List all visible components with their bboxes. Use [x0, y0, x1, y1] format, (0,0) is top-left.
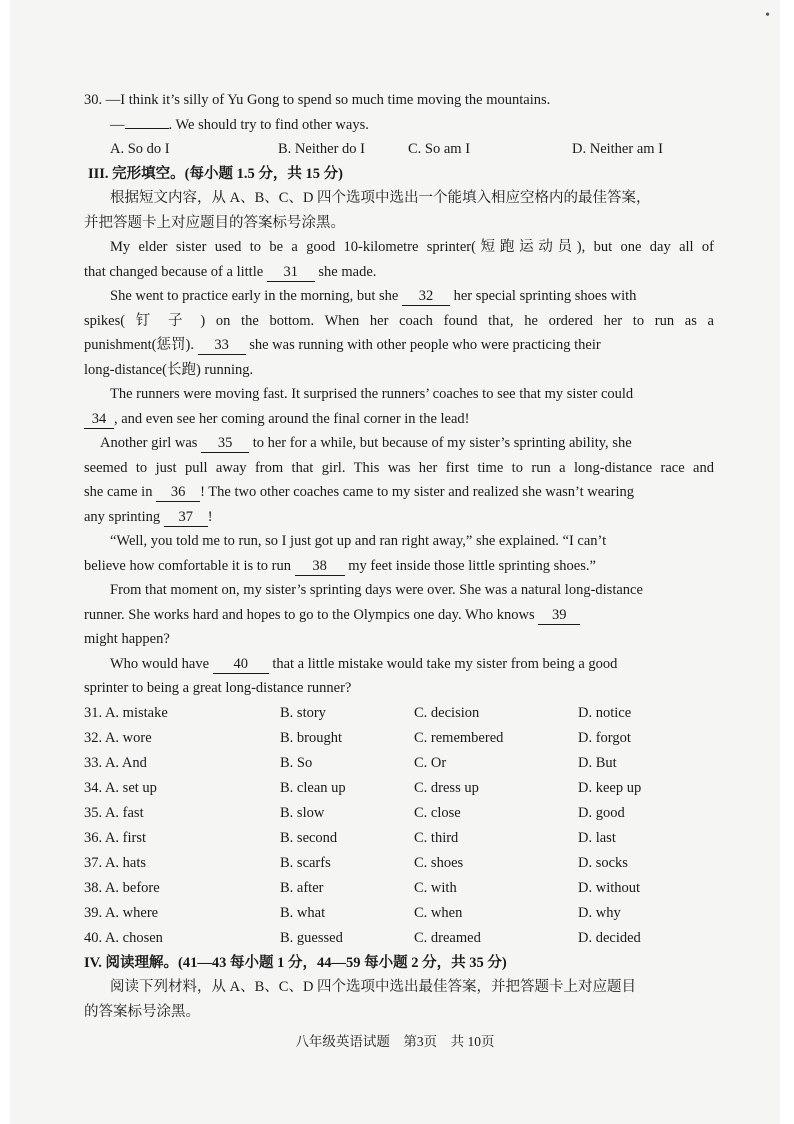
option-b: B. brought: [280, 729, 343, 746]
section4-heading: IV. 阅读理解。(41—43 每小题 1 分，44—59 每小题 2 分，共 35 分): [84, 954, 507, 971]
passage-text: she came in: [84, 484, 153, 500]
option-row-34: [84, 776, 714, 801]
option-b: B. clean up: [280, 779, 346, 796]
blank-39: 39: [538, 606, 580, 625]
passage-line: The runners were moving fast. It surprised the runners’ coaches to see that my sister could: [110, 386, 634, 402]
option-b: B. scarfs: [280, 854, 331, 871]
blank-40: 40: [213, 655, 269, 674]
section4-instruction-2: 的答案标号涂黑。: [84, 1003, 200, 1020]
section3-heading: III. 完形填空。(每小题 1.5 分，共 15 分): [88, 165, 343, 182]
option-b: B. guessed: [280, 929, 343, 946]
option-d: D. without: [578, 879, 641, 896]
option-d: D. decided: [578, 929, 641, 946]
option-b: B. second: [280, 829, 338, 846]
passage-line: [84, 480, 714, 505]
option-row-38: [84, 876, 714, 901]
passage-line: spikes( 钉 子 ) on the bottom. When her coach found that, he ordered her to run as a: [84, 312, 714, 329]
passage-text: Another girl was: [100, 435, 198, 451]
option-c: C. with: [414, 879, 457, 896]
option-c: C. Or: [414, 754, 447, 771]
q30-stem: 30. —I think it’s silly of Yu Gong to spend so much time moving the mountains.: [84, 92, 551, 108]
option-b: B. slow: [280, 804, 325, 821]
passage-line: [84, 260, 714, 285]
option-a: 33. A. And: [84, 754, 147, 771]
blank-34: 34: [84, 410, 114, 429]
passage-line: [84, 505, 714, 530]
blank-33: 33: [198, 336, 246, 355]
option-row-40: [84, 926, 714, 951]
option-d: D. why: [578, 904, 621, 921]
option-c: C. when: [414, 904, 463, 921]
option-row-33: [84, 751, 714, 776]
option-a: 35. A. fast: [84, 804, 144, 821]
passage-text: believe how comfortable it is to run: [84, 557, 291, 574]
passage-text: my feet inside those little sprinting shoes.”: [348, 557, 596, 574]
blank-37: 37: [164, 508, 208, 527]
option-a: 34. A. set up: [84, 779, 157, 796]
passage-line: sprinter to being a great long-distance runner?: [84, 680, 352, 696]
passage-line: [84, 554, 714, 579]
option-row-36: [84, 826, 714, 851]
option-b: B. story: [280, 704, 326, 721]
q30-option-d: D. Neither am I: [572, 141, 663, 157]
option-c: C. shoes: [414, 854, 464, 871]
option-d: D. But: [578, 754, 617, 771]
option-d: D. notice: [578, 704, 632, 721]
passage-text: any sprinting: [84, 508, 161, 525]
passage-text: her special sprinting shoes with: [453, 288, 637, 304]
passage-text: runner. She works hard and hopes to go to the Olympics one day. Who knows: [84, 606, 535, 623]
option-c: C. remembered: [414, 729, 504, 746]
blank-31: 31: [267, 263, 315, 282]
option-a: 32. A. wore: [84, 729, 152, 746]
option-row-32: [84, 726, 714, 751]
passage-text: She went to practice early in the morning, but she: [110, 288, 399, 304]
passage-text: that a little mistake would take my sister from being a good: [272, 655, 618, 672]
page-content: [84, 88, 714, 1024]
q30-reply: [84, 113, 714, 138]
passage-line: [84, 652, 714, 677]
option-a: 38. A. before: [84, 879, 160, 896]
option-d: D. forgot: [578, 729, 631, 746]
q30-reply-suffix: . We should try to find other ways.: [168, 116, 369, 133]
passage-line: [84, 603, 714, 628]
option-row-37: [84, 851, 714, 876]
section3-instruction-1: 根据短文内容，从 A、B、C、D 四个选项中选出一个能填入相应空格内的最佳答案，: [110, 190, 651, 206]
passage-text: Who would have: [110, 655, 210, 672]
option-b: B. what: [280, 904, 326, 921]
passage-line: seemed to just pull away from that girl. This was her first time to run a long-distance race and: [84, 459, 714, 476]
option-a: 39. A. where: [84, 904, 159, 921]
q30-option-a: A. So do I: [110, 141, 170, 157]
blank-38: 38: [295, 557, 345, 576]
option-d: D. last: [578, 829, 616, 846]
section4-instruction-1: 阅读下列材料，从 A、B、C、D 四个选项中选出最佳答案，并把答题卡上对应题目: [110, 979, 637, 995]
q30-reply-prefix: —: [110, 116, 125, 133]
options-list: [84, 701, 714, 951]
section3-instruction-2: 并把答题卡上对应题目的答案标号涂黑。: [84, 214, 345, 231]
passage-text: to her for a while, but because of my sister’s sprinting ability, she: [252, 435, 632, 451]
exam-page: [10, 0, 780, 1124]
option-c: C. dress up: [414, 779, 479, 796]
option-row-31: [84, 701, 714, 726]
scan-mark: •: [765, 8, 770, 23]
passage-line: might happen?: [84, 631, 170, 647]
passage-line: [84, 333, 714, 358]
q30-options: [84, 137, 714, 162]
passage-line: [84, 431, 714, 456]
q30-option-b: B. Neither do I: [278, 141, 365, 157]
option-b: B. after: [280, 879, 324, 896]
page-footer: 八年级英语试题 第3页 共 10页: [295, 1034, 495, 1049]
passage-text: , and even see her coming around the final corner in the lead!: [114, 410, 470, 427]
option-a: 31. A. mistake: [84, 704, 168, 721]
option-a: 40. A. chosen: [84, 929, 163, 946]
passage-line: [84, 284, 714, 309]
option-row-39: [84, 901, 714, 926]
passage-text: punishment(惩罚).: [84, 337, 194, 353]
option-c: C. dreamed: [414, 929, 481, 946]
q30-blank: [125, 128, 169, 129]
option-a: 37. A. hats: [84, 854, 147, 871]
option-b: B. So: [280, 754, 313, 771]
blank-36: 36: [156, 483, 200, 502]
passage-text: she was running with other people who were practicing their: [249, 337, 601, 353]
q30-option-c: C. So am I: [408, 141, 471, 157]
option-c: C. third: [414, 829, 459, 846]
passage-text: ! The two other coaches came to my sister and realized she wasn’t wearing: [200, 484, 634, 500]
passage-line: [84, 407, 714, 432]
option-a: 36. A. first: [84, 829, 147, 846]
passage-line: My elder sister used to be a good 10-kilometre sprinter(短跑运动员), but one day all of: [110, 239, 714, 255]
passage-line: long-distance(长跑) running.: [84, 361, 254, 378]
option-row-35: [84, 801, 714, 826]
option-c: C. close: [414, 804, 461, 821]
passage-line: “Well, you told me to run, so I just got up and ran right away,” she explained. “I can’t: [110, 533, 607, 549]
option-d: D. socks: [578, 854, 628, 871]
blank-32: 32: [402, 287, 450, 306]
blank-35: 35: [201, 434, 249, 453]
option-c: C. decision: [414, 704, 480, 721]
passage-text: !: [207, 508, 213, 525]
passage-line: From that moment on, my sister’s sprinting days were over. She was a natural long-distance: [110, 582, 643, 598]
passage-text: that changed because of a little: [84, 263, 264, 280]
option-d: D. keep up: [578, 779, 642, 796]
option-d: D. good: [578, 804, 625, 821]
passage-text: she made.: [318, 263, 377, 280]
